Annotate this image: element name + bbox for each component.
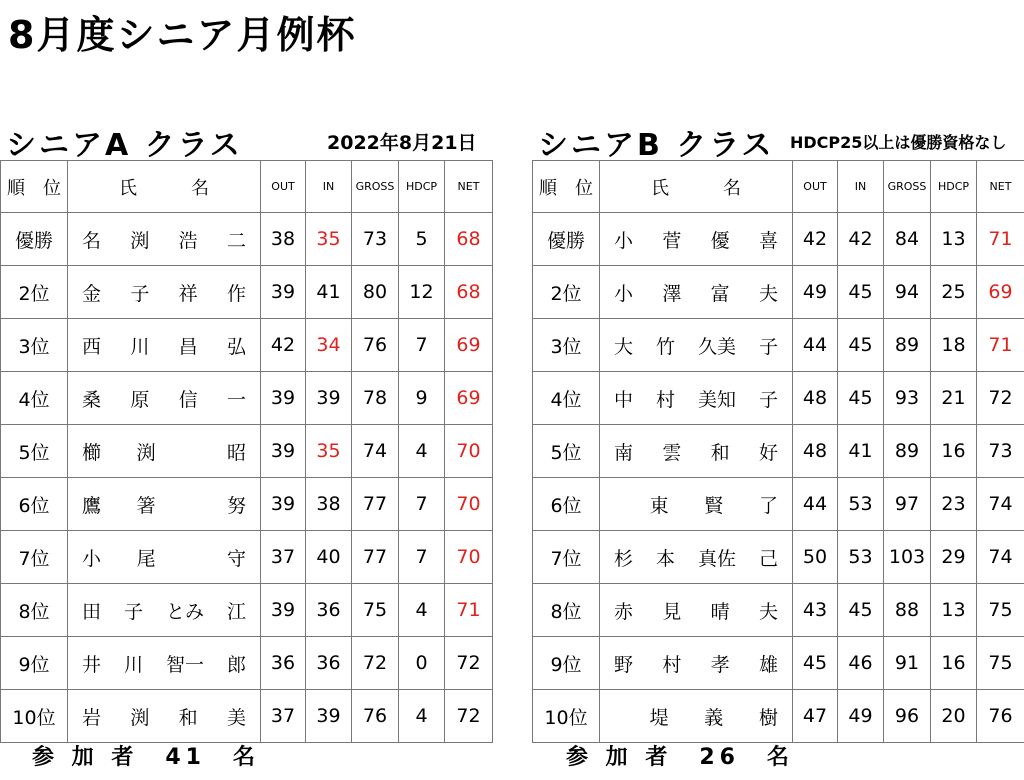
table-row <box>1 425 493 478</box>
name-cell <box>68 319 261 372</box>
class-b-participants: 参 加 者 26 名 <box>566 745 794 770</box>
rank-cell: 5位 <box>1 425 68 478</box>
name-part: 夫 <box>758 600 778 623</box>
rank-cell: 5位 <box>533 425 600 478</box>
player-name <box>614 438 778 465</box>
gross-header: GROSS <box>352 161 399 213</box>
player-name <box>82 226 246 253</box>
out-cell: 42 <box>793 213 838 266</box>
gross-cell: 93 <box>884 372 931 425</box>
name-part: 川 <box>130 335 150 358</box>
name-part: 好 <box>758 441 778 464</box>
name-part: 祥 <box>178 282 198 305</box>
in-cell: 53 <box>838 478 884 531</box>
in-cell: 49 <box>838 690 884 743</box>
player-name <box>82 279 246 306</box>
hdcp-cell: 13 <box>931 584 977 637</box>
gross-cell: 103 <box>884 531 931 584</box>
name-part: 箸 <box>136 494 156 517</box>
hdcp-cell: 9 <box>399 372 445 425</box>
gross-cell: 76 <box>352 319 399 372</box>
rank-header: 順 位 <box>1 161 68 213</box>
player-name <box>614 226 778 253</box>
table-row <box>533 372 1024 425</box>
out-cell: 39 <box>261 372 306 425</box>
name-part: 岩 <box>82 706 102 729</box>
rank-cell: 8位 <box>1 584 68 637</box>
rank-cell: 優勝 <box>533 213 600 266</box>
name-part: 本 <box>655 547 675 570</box>
table-row <box>533 531 1024 584</box>
net-cell: 68 <box>445 213 493 266</box>
in-cell: 36 <box>306 637 352 690</box>
name-part: 名 <box>82 229 102 252</box>
class-b-results-table <box>532 160 1024 743</box>
name-part: 真佐 <box>697 547 736 570</box>
in-cell: 45 <box>838 319 884 372</box>
page-title: 8月度シニア月例杯 <box>8 13 357 57</box>
rank-cell: 6位 <box>1 478 68 531</box>
table-header-row <box>1 161 493 213</box>
name-part: 義 <box>704 706 724 729</box>
out-cell: 43 <box>793 584 838 637</box>
name-part: とみ <box>165 600 204 623</box>
table-row <box>533 266 1024 319</box>
name-cell <box>68 531 261 584</box>
class-a-title: シニアA クラス <box>6 128 243 163</box>
gross-cell: 76 <box>352 690 399 743</box>
table-row <box>533 213 1024 266</box>
name-part: 江 <box>226 600 246 623</box>
rank-cell: 10位 <box>1 690 68 743</box>
name-part: 桑 <box>82 388 102 411</box>
out-cell: 42 <box>261 319 306 372</box>
in-cell: 39 <box>306 372 352 425</box>
out-cell: 39 <box>261 266 306 319</box>
name-part: 井 <box>82 653 102 676</box>
player-name <box>82 385 246 412</box>
gross-cell: 89 <box>884 319 931 372</box>
net-cell: 72 <box>977 372 1024 425</box>
class-a-rows <box>1 213 493 743</box>
gross-cell: 88 <box>884 584 931 637</box>
table-header-row <box>533 161 1024 213</box>
name-part: 二 <box>226 229 246 252</box>
in-cell: 41 <box>838 425 884 478</box>
out-cell: 37 <box>261 531 306 584</box>
name-part: 雲 <box>662 441 682 464</box>
rank-header: 順 位 <box>533 161 600 213</box>
gross-cell: 77 <box>352 478 399 531</box>
player-name <box>614 544 778 571</box>
name-part: 昌 <box>178 335 198 358</box>
class-a-participants: 参 加 者 41 名 <box>32 745 260 770</box>
rank-cell: 4位 <box>1 372 68 425</box>
name-part: 村 <box>662 653 682 676</box>
in-cell: 45 <box>838 372 884 425</box>
net-cell: 74 <box>977 531 1024 584</box>
hdcp-cell: 20 <box>931 690 977 743</box>
hdcp-cell: 0 <box>399 637 445 690</box>
name-part: 原 <box>130 388 150 411</box>
name-part: 和 <box>178 706 198 729</box>
name-part: 子 <box>130 282 150 305</box>
out-cell: 44 <box>793 319 838 372</box>
net-cell: 74 <box>977 478 1024 531</box>
name-part: 見 <box>662 600 682 623</box>
gross-header: GROSS <box>884 161 931 213</box>
in-cell: 46 <box>838 637 884 690</box>
hdcp-header: HDCP <box>399 161 445 213</box>
hdcp-cell: 4 <box>399 690 445 743</box>
name-part: 雄 <box>758 653 778 676</box>
name-cell <box>600 690 793 743</box>
name-part: 村 <box>655 388 675 411</box>
table-row <box>1 319 493 372</box>
rank-cell: 3位 <box>533 319 600 372</box>
in-cell: 45 <box>838 584 884 637</box>
name-cell <box>68 478 261 531</box>
in-cell: 35 <box>306 425 352 478</box>
net-cell: 69 <box>977 266 1024 319</box>
player-name <box>82 332 246 359</box>
gross-cell: 75 <box>352 584 399 637</box>
gross-cell: 84 <box>884 213 931 266</box>
name-cell <box>600 531 793 584</box>
name-part: 渕 <box>136 441 156 464</box>
net-cell: 72 <box>445 690 493 743</box>
out-header: OUT <box>793 161 838 213</box>
net-cell: 70 <box>445 478 493 531</box>
in-cell: 45 <box>838 266 884 319</box>
class-b-title: シニアB クラス <box>538 128 775 163</box>
name-part: 渕 <box>130 706 150 729</box>
name-part: 浩 <box>178 229 198 252</box>
name-part: 田 <box>82 600 102 623</box>
name-part: 西 <box>82 335 102 358</box>
hdcp-cell: 16 <box>931 425 977 478</box>
in-cell: 38 <box>306 478 352 531</box>
player-name <box>614 597 778 624</box>
gross-cell: 89 <box>884 425 931 478</box>
player-name <box>614 385 778 412</box>
out-cell: 39 <box>261 478 306 531</box>
in-cell: 39 <box>306 690 352 743</box>
rank-cell: 優勝 <box>1 213 68 266</box>
gross-cell: 74 <box>352 425 399 478</box>
rank-cell: 4位 <box>533 372 600 425</box>
out-cell: 44 <box>793 478 838 531</box>
net-header: NET <box>977 161 1024 213</box>
net-cell: 69 <box>445 372 493 425</box>
rank-cell: 6位 <box>533 478 600 531</box>
gross-cell: 94 <box>884 266 931 319</box>
name-part: 守 <box>226 547 246 570</box>
name-cell <box>600 266 793 319</box>
name-part: 竹 <box>655 335 675 358</box>
out-cell: 50 <box>793 531 838 584</box>
hdcp-header: HDCP <box>931 161 977 213</box>
table-row <box>1 266 493 319</box>
class-b-note: HDCP25以上は優勝資格なし <box>790 133 1007 152</box>
class-a-date: 2022年8月21日 <box>327 132 477 154</box>
name-part: 作 <box>226 282 246 305</box>
class-a-results-table <box>0 160 493 743</box>
name-cell <box>68 584 261 637</box>
hdcp-cell: 7 <box>399 319 445 372</box>
name-cell <box>68 425 261 478</box>
table-row <box>533 478 1024 531</box>
table-row <box>1 372 493 425</box>
name-part: 杉 <box>614 547 634 570</box>
name-part: 小 <box>614 229 634 252</box>
name-cell <box>600 372 793 425</box>
name-part: 野 <box>614 653 634 676</box>
out-cell: 39 <box>261 584 306 637</box>
out-cell: 49 <box>793 266 838 319</box>
name-part: 澤 <box>662 282 682 305</box>
net-cell: 71 <box>445 584 493 637</box>
gross-cell: 96 <box>884 690 931 743</box>
name-cell <box>68 690 261 743</box>
name-part: 昭 <box>226 441 246 464</box>
hdcp-cell: 29 <box>931 531 977 584</box>
name-part: 南 <box>614 441 634 464</box>
gross-cell: 72 <box>352 637 399 690</box>
rank-cell: 10位 <box>533 690 600 743</box>
name-part: 樹 <box>758 706 778 729</box>
table-row <box>1 213 493 266</box>
class-b-rows <box>533 213 1024 743</box>
name-cell <box>600 478 793 531</box>
hdcp-cell: 7 <box>399 531 445 584</box>
name-header: 氏 名 <box>68 161 261 213</box>
out-cell: 47 <box>793 690 838 743</box>
gross-cell: 78 <box>352 372 399 425</box>
name-header: 氏 名 <box>600 161 793 213</box>
in-cell: 42 <box>838 213 884 266</box>
name-part: 弘 <box>226 335 246 358</box>
name-part: 努 <box>226 494 246 517</box>
name-part: 喜 <box>758 229 778 252</box>
net-cell: 71 <box>977 213 1024 266</box>
hdcp-cell: 4 <box>399 584 445 637</box>
table-row <box>1 690 493 743</box>
rank-cell: 9位 <box>533 637 600 690</box>
name-cell <box>600 584 793 637</box>
table-row <box>533 319 1024 372</box>
rank-cell: 8位 <box>533 584 600 637</box>
out-cell: 48 <box>793 425 838 478</box>
out-header: OUT <box>261 161 306 213</box>
rank-cell: 2位 <box>1 266 68 319</box>
name-part: 美知 <box>697 388 736 411</box>
name-cell <box>600 319 793 372</box>
name-part: 智一 <box>165 653 204 676</box>
name-part: 和 <box>710 441 730 464</box>
in-header: IN <box>306 161 352 213</box>
net-cell: 70 <box>445 425 493 478</box>
name-part: 子 <box>758 335 778 358</box>
player-name <box>82 438 246 465</box>
name-part: 一 <box>226 388 246 411</box>
name-part: 東 <box>649 494 669 517</box>
table-row <box>1 584 493 637</box>
out-cell: 39 <box>261 425 306 478</box>
rank-cell: 7位 <box>533 531 600 584</box>
out-cell: 38 <box>261 213 306 266</box>
hdcp-cell: 23 <box>931 478 977 531</box>
name-cell <box>68 637 261 690</box>
out-cell: 36 <box>261 637 306 690</box>
name-part: 富 <box>710 282 730 305</box>
rank-cell: 3位 <box>1 319 68 372</box>
name-part: 菅 <box>662 229 682 252</box>
table-row <box>1 531 493 584</box>
net-cell: 73 <box>977 425 1024 478</box>
name-part: 孝 <box>710 653 730 676</box>
hdcp-cell: 21 <box>931 372 977 425</box>
name-part: 子 <box>123 600 143 623</box>
hdcp-cell: 5 <box>399 213 445 266</box>
gross-cell: 73 <box>352 213 399 266</box>
hdcp-cell: 12 <box>399 266 445 319</box>
player-name <box>614 279 778 306</box>
rank-cell: 9位 <box>1 637 68 690</box>
hdcp-cell: 25 <box>931 266 977 319</box>
name-part: 川 <box>123 653 143 676</box>
hdcp-cell: 16 <box>931 637 977 690</box>
player-name <box>614 491 778 518</box>
in-cell: 40 <box>306 531 352 584</box>
net-header: NET <box>445 161 493 213</box>
name-part: 郎 <box>226 653 246 676</box>
player-name <box>614 703 778 730</box>
table-row <box>533 637 1024 690</box>
name-cell <box>600 425 793 478</box>
in-cell: 53 <box>838 531 884 584</box>
name-part: 大 <box>614 335 634 358</box>
player-name <box>82 703 246 730</box>
name-cell <box>600 213 793 266</box>
rank-cell: 7位 <box>1 531 68 584</box>
name-part: 賢 <box>704 494 724 517</box>
table-row <box>1 637 493 690</box>
net-cell: 76 <box>977 690 1024 743</box>
net-cell: 70 <box>445 531 493 584</box>
name-cell <box>68 213 261 266</box>
hdcp-cell: 4 <box>399 425 445 478</box>
name-cell <box>68 266 261 319</box>
name-part: 晴 <box>710 600 730 623</box>
name-part: 堤 <box>649 706 669 729</box>
in-cell: 35 <box>306 213 352 266</box>
name-part: 鷹 <box>82 494 102 517</box>
in-cell: 36 <box>306 584 352 637</box>
hdcp-cell: 7 <box>399 478 445 531</box>
name-part: 赤 <box>614 600 634 623</box>
name-part: 優 <box>710 229 730 252</box>
name-part: 美 <box>226 706 246 729</box>
name-part: 渕 <box>130 229 150 252</box>
out-cell: 48 <box>793 372 838 425</box>
table-row <box>533 425 1024 478</box>
name-part: 金 <box>82 282 102 305</box>
name-cell <box>600 637 793 690</box>
table-row <box>1 478 493 531</box>
net-cell: 68 <box>445 266 493 319</box>
name-part: 小 <box>82 547 102 570</box>
table-row <box>533 584 1024 637</box>
net-cell: 72 <box>445 637 493 690</box>
out-cell: 37 <box>261 690 306 743</box>
player-name <box>82 491 246 518</box>
name-part: 子 <box>758 388 778 411</box>
name-part: 己 <box>758 547 778 570</box>
gross-cell: 80 <box>352 266 399 319</box>
player-name <box>82 650 246 677</box>
gross-cell: 97 <box>884 478 931 531</box>
name-part: 尾 <box>136 547 156 570</box>
out-cell: 45 <box>793 637 838 690</box>
in-cell: 41 <box>306 266 352 319</box>
player-name <box>82 597 246 624</box>
name-part: 夫 <box>758 282 778 305</box>
player-name <box>82 544 246 571</box>
gross-cell: 77 <box>352 531 399 584</box>
name-part: 櫛 <box>82 441 102 464</box>
table-row <box>533 690 1024 743</box>
player-name <box>614 650 778 677</box>
name-part: 中 <box>614 388 634 411</box>
hdcp-cell: 18 <box>931 319 977 372</box>
net-cell: 75 <box>977 637 1024 690</box>
name-part: 信 <box>178 388 198 411</box>
net-cell: 69 <box>445 319 493 372</box>
name-part: 小 <box>614 282 634 305</box>
gross-cell: 91 <box>884 637 931 690</box>
player-name <box>614 332 778 359</box>
hdcp-cell: 13 <box>931 213 977 266</box>
name-cell <box>68 372 261 425</box>
rank-cell: 2位 <box>533 266 600 319</box>
in-header: IN <box>838 161 884 213</box>
net-cell: 75 <box>977 584 1024 637</box>
name-part: 了 <box>758 494 778 517</box>
name-part: 久美 <box>697 335 736 358</box>
in-cell: 34 <box>306 319 352 372</box>
net-cell: 71 <box>977 319 1024 372</box>
